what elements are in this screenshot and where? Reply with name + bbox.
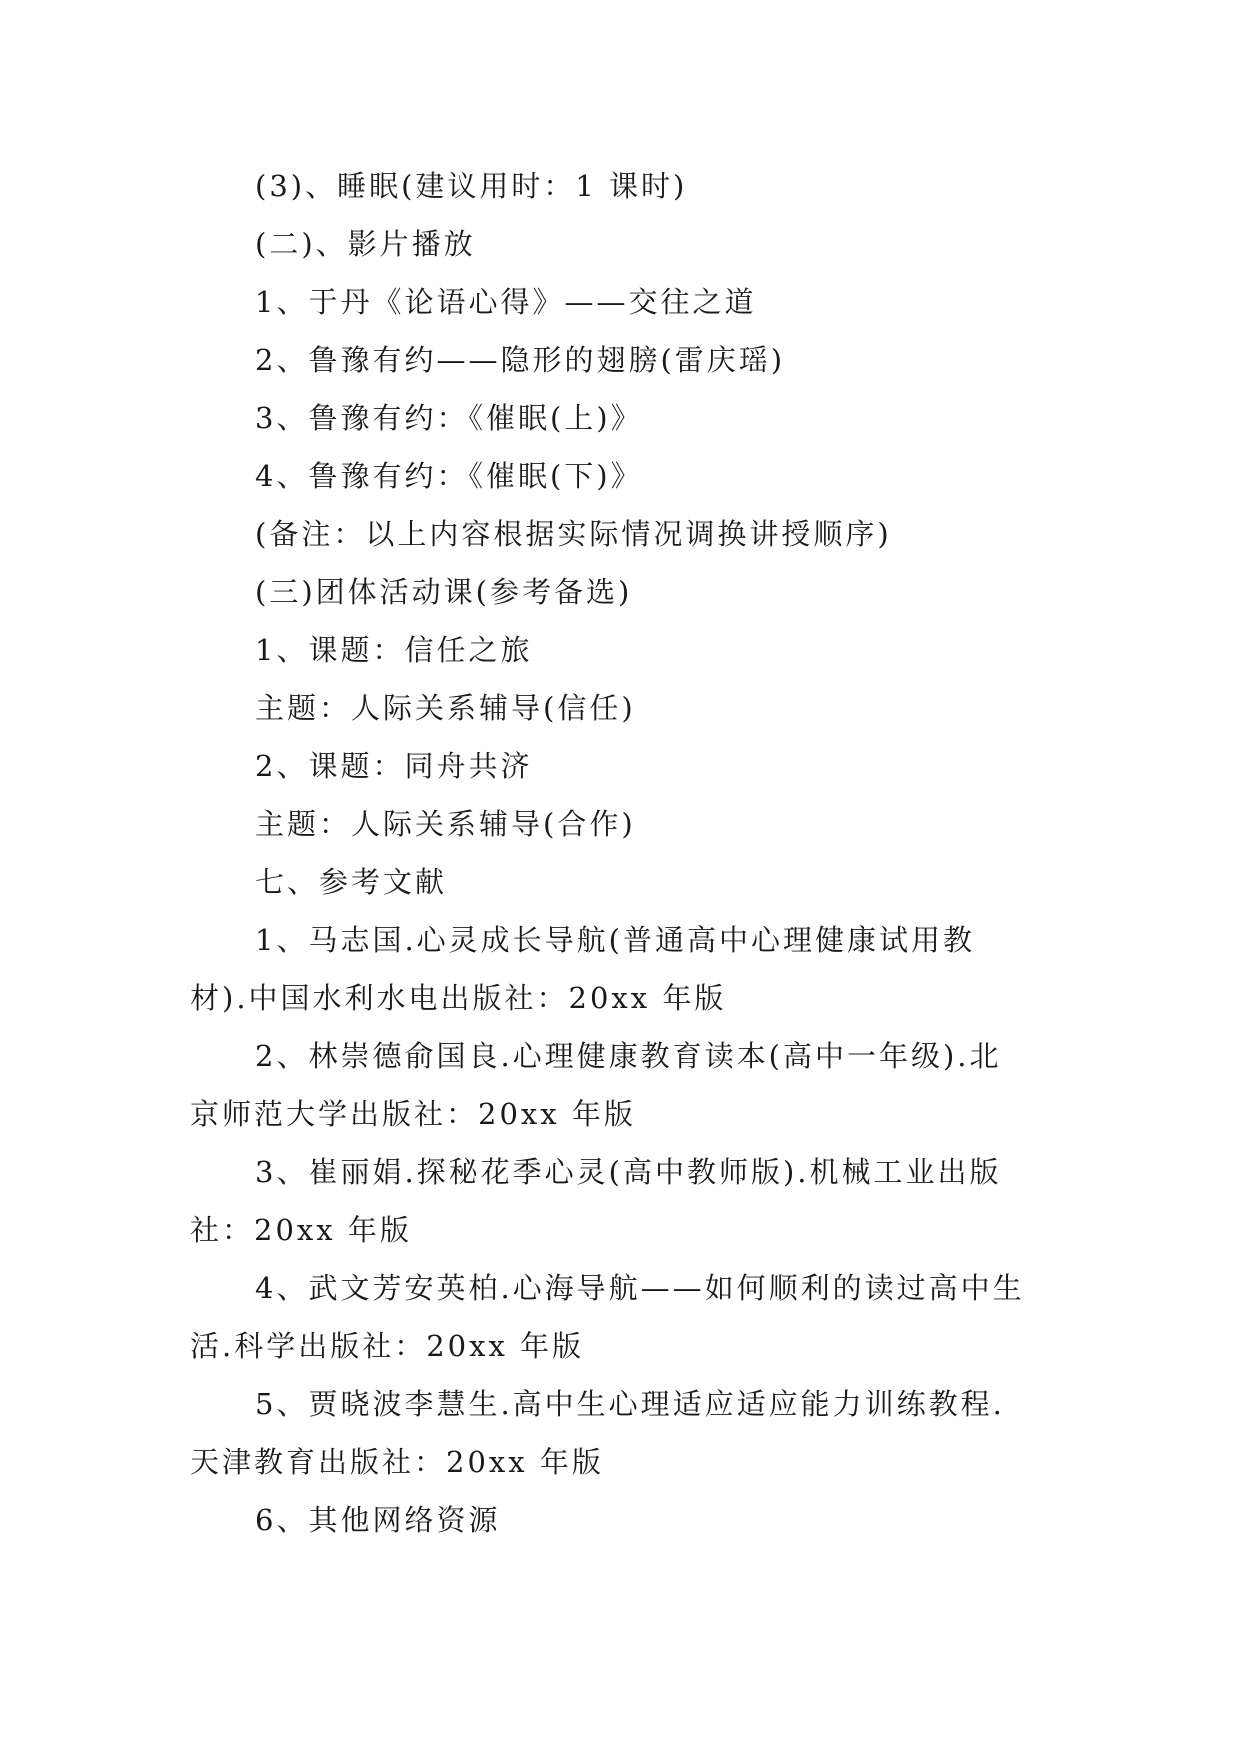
text-line: 4、鲁豫有约：《催眠(下)》 (255, 459, 643, 493)
reference-line: 6、其他网络资源 (255, 1503, 501, 1537)
reference-line: 2、林崇德俞国良.心理健康教育读本(高中一年级).北 (255, 1039, 1002, 1073)
text-line: 1、于丹《论语心得》——交往之道 (255, 285, 757, 319)
text-line: (二)、影片播放 (255, 227, 476, 261)
text-line: 主题：人际关系辅导(合作) (255, 807, 636, 841)
reference-line: 社：20xx 年版 (190, 1213, 412, 1247)
reference-line: 京师范大学出版社：20xx 年版 (190, 1097, 636, 1131)
reference-line: 5、贾晓波李慧生.高中生心理适应适应能力训练教程. (255, 1387, 1005, 1421)
reference-line: 材).中国水利水电出版社：20xx 年版 (190, 981, 727, 1015)
text-line: 3、鲁豫有约：《催眠(上)》 (255, 401, 643, 435)
text-line: (备注：以上内容根据实际情况调换讲授顺序) (255, 517, 892, 551)
reference-line: 1、马志国.心灵成长导航(普通高中心理健康试用教 (255, 923, 975, 957)
text-line: 1、课题：信任之旅 (255, 633, 533, 667)
reference-line: 4、武文芳安英柏.心海导航——如何顺利的读过高中生 (255, 1271, 1025, 1305)
text-line: (3)、睡眠(建议用时：1 课时) (255, 169, 688, 203)
reference-line: 天津教育出版社：20xx 年版 (190, 1445, 604, 1479)
text-line: 2、课题：同舟共济 (255, 749, 533, 783)
text-line: 主题：人际关系辅导(信任) (255, 691, 636, 725)
text-line: (三)团体活动课(参考备选) (255, 575, 633, 609)
reference-line: 3、崔丽娟.探秘花季心灵(高中教师版).机械工业出版 (255, 1155, 1002, 1189)
reference-line: 活.科学出版社：20xx 年版 (190, 1329, 585, 1363)
text-line: 2、鲁豫有约——隐形的翅膀(雷庆瑶) (255, 343, 786, 377)
section-heading: 七、参考文献 (255, 865, 448, 899)
